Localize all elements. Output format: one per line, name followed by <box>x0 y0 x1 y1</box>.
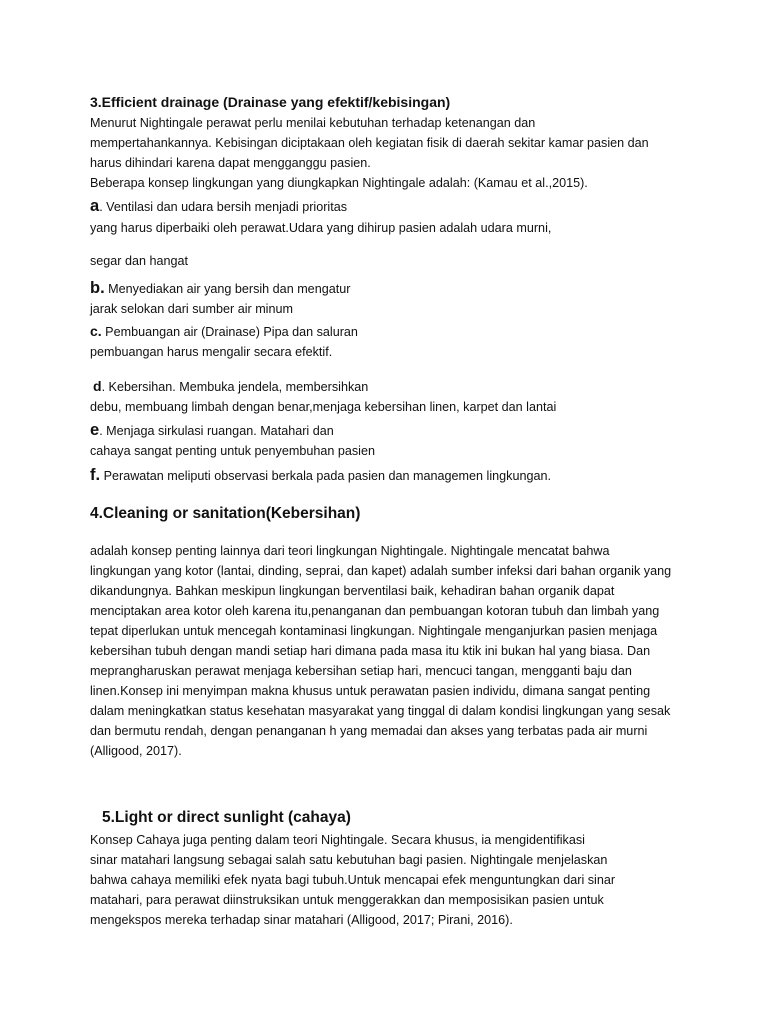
paragraph-line: adalah konsep penting lainnya dari teori lingkungan Nightingale. Nightingale mencatat bahwa <box>90 544 610 558</box>
item-text: pembuangan harus mengalir secara efektif. <box>90 345 333 359</box>
section-3-heading: 3.Efficient drainage (Drainase yang efektif/kebisingan) <box>90 94 451 110</box>
paragraph-line: matahari, para perawat diinstruksikan untuk menggerakkan dan memposisikan pasien untuk <box>90 893 604 907</box>
item-letter: e <box>90 421 100 439</box>
section-5-body <box>90 830 690 930</box>
item-text: . Ventilasi dan udara bersih menjadi prioritas <box>99 200 348 214</box>
item-text: segar dan hangat <box>90 254 189 268</box>
paragraph-line: tepat diperlukan untuk mencegah kontaminasi lingkungan. Nightingale menganjurkan pasien menjaga <box>90 624 658 638</box>
paragraph-line: meprangharuskan perawat menjaga kebersihan setiap hari, mencuci tangan, mengganti baju dan <box>90 664 632 678</box>
item-text: . Menjaga sirkulasi ruangan. Matahari dan <box>99 424 334 438</box>
item-text: jarak selokan dari sumber air minum <box>90 302 293 316</box>
paragraph-line: dan bermutu rendah, dengan penanganan h yang memadai dan akses yang terbatas pada air murni <box>90 724 648 738</box>
list-item-f <box>90 465 690 486</box>
item-letter: f. <box>90 466 101 484</box>
item-text: Menyediakan air yang bersih dan mengatur <box>104 282 351 296</box>
paragraph-line: dikandungnya. Bahkan meskipun lingkungan berventilasi baik, kehadiran bahan organik dapat <box>90 584 615 598</box>
paragraph-line: harus dihindari karena dapat mengganggu pasien. <box>90 156 371 170</box>
list-item-e <box>90 420 690 461</box>
paragraph-line: linen.Konsep ini menyimpan makna khusus untuk perawatan pasien individu, dimana sangat penting <box>90 684 651 698</box>
paragraph-line: mempertahankannya. Kebisingan diciptakaan oleh kegiatan fisik di daerah sekitar kamar pasien dan <box>90 136 649 150</box>
paragraph-line: dalam meningkatkan status kesehatan masyarakat yang tinggal di dalam kondisi lingkungan yang sesak <box>90 704 671 718</box>
paragraph-line: Beberapa konsep lingkungan yang diungkapkan Nightingale adalah: (Kamau et al.,2015). <box>90 176 588 190</box>
item-text: debu, membuang limbah dengan benar,menjaga kebersihan linen, karpet dan lantai <box>90 400 557 414</box>
list-item-d <box>93 376 693 397</box>
paragraph-line: lingkungan yang kotor (lantai, dinding, seprai, dan kapet) adalah sumber infeksi dari bahan organik yang <box>90 564 672 578</box>
item-text: Perawatan meliputi observasi berkala pada pasien dan managemen lingkungan. <box>100 469 551 483</box>
list-item-c <box>90 321 690 362</box>
paragraph-line: sinar matahari langsung sebagai salah satu kebutuhan bagi pasien. Nightingale menjelaskan <box>90 853 608 867</box>
list-item-d-cont <box>90 397 690 417</box>
item-letter: a <box>90 197 100 215</box>
paragraph-line: (Alligood, 2017). <box>90 744 182 758</box>
item-text: . Kebersihan. Membuka jendela, membersihkan <box>101 380 369 394</box>
item-letter: c. <box>90 323 102 339</box>
paragraph-line: mengekspos mereka terhadap sinar matahari (Alligood, 2017; Pirani, 2016). <box>90 913 513 927</box>
list-item-a <box>90 196 690 238</box>
item-text: cahaya sangat penting untuk penyembuhan pasien <box>90 444 375 458</box>
item-text: Pembuangan air (Drainase) Pipa dan saluran <box>101 325 358 339</box>
item-text: yang harus diperbaiki oleh perawat.Udara yang dihirup pasien adalah udara murni, <box>90 221 552 235</box>
section-4-heading: 4.Cleaning or sanitation(Kebersihan) <box>90 505 361 522</box>
paragraph-line: bahwa cahaya memiliki efek nyata bagi tubuh.Untuk mencapai efek menguntungkan dari sinar <box>90 873 616 887</box>
paragraph-line: kebersihan tubuh dengan mandi setiap hari dimana pada masa itu ktik ini bukan hal yang biasa. Dan <box>90 644 651 658</box>
section-3-intro <box>90 113 690 193</box>
paragraph-line: menciptakan area kotor oleh karena itu,penanganan dan pembuangan kotoran tubuh dan limbah yang <box>90 604 660 618</box>
paragraph-line: Menurut Nightingale perawat perlu menilai kebutuhan terhadap ketenangan dan <box>90 116 536 130</box>
paragraph-line: Konsep Cahaya juga penting dalam teori Nightingale. Secara khusus, ia mengidentifikasi <box>90 833 585 847</box>
item-letter: b. <box>90 279 105 297</box>
section-4-body <box>90 541 690 761</box>
list-item-a-cont <box>90 251 690 271</box>
item-letter: d <box>93 378 102 394</box>
list-item-b <box>90 278 690 319</box>
section-5-heading: 5.Light or direct sunlight (cahaya) <box>102 809 351 826</box>
